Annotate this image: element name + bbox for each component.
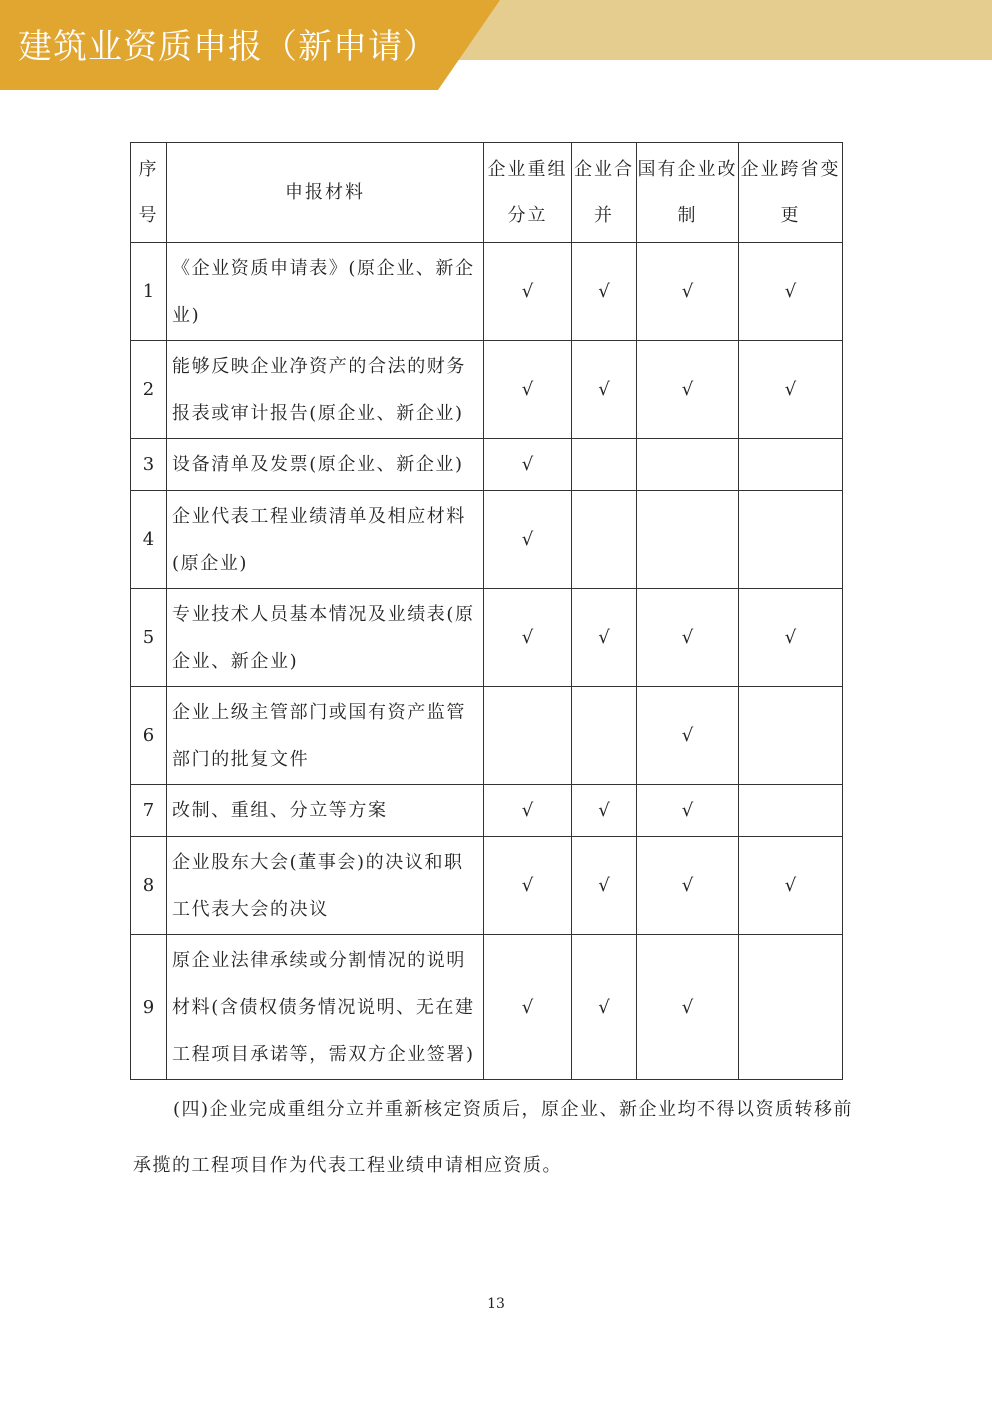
page-header-title: 建筑业资质申报（新申请） <box>18 27 438 67</box>
row-material: 改制、重组、分立等方案 <box>167 785 484 837</box>
check-mark-icon: √ <box>784 379 797 400</box>
check-mark-icon: √ <box>681 996 694 1018</box>
check-cell <box>572 785 637 837</box>
row-number: 2 <box>131 341 167 439</box>
check-cell <box>739 785 843 837</box>
check-mark-icon: √ <box>598 281 610 302</box>
table-row <box>131 439 843 491</box>
row-material: 《企业资质申请表》(原企业、新企业) <box>167 243 484 341</box>
check-cell <box>572 341 637 439</box>
check-cell <box>572 491 637 589</box>
row-number: 3 <box>131 439 167 491</box>
check-cell <box>739 491 843 589</box>
table-row <box>131 935 843 1080</box>
table-row <box>131 785 843 837</box>
check-cell <box>637 589 739 687</box>
header-material: 申报材料 <box>167 143 484 243</box>
row-material: 原企业法律承续或分割情况的说明材料(含债权债务情况说明、无在建工程项目承诺等，需双方企业签署) <box>167 935 484 1080</box>
row-number: 1 <box>131 243 167 341</box>
check-mark-icon: √ <box>521 379 534 400</box>
check-cell <box>484 837 572 935</box>
header-cross-province: 企业跨省变更 <box>739 143 843 243</box>
check-mark-icon: √ <box>521 627 534 648</box>
check-cell <box>572 837 637 935</box>
table-row <box>131 837 843 935</box>
check-cell <box>739 439 843 491</box>
row-material: 能够反映企业净资产的合法的财务报表或审计报告(原企业、新企业) <box>167 341 484 439</box>
table-row <box>131 341 843 439</box>
check-cell <box>637 785 739 837</box>
check-cell <box>637 341 739 439</box>
check-cell <box>739 589 843 687</box>
check-cell <box>484 491 572 589</box>
check-cell <box>739 341 843 439</box>
row-number: 7 <box>131 785 167 837</box>
check-cell <box>572 935 637 1080</box>
check-mark-icon: √ <box>598 996 610 1018</box>
row-material: 企业上级主管部门或国有资产监管部门的批复文件 <box>167 687 484 785</box>
check-cell <box>484 589 572 687</box>
check-cell <box>637 935 739 1080</box>
check-cell <box>739 687 843 785</box>
check-mark-icon: √ <box>521 875 534 896</box>
check-cell <box>637 243 739 341</box>
table-row <box>131 687 843 785</box>
check-mark-icon: √ <box>598 875 610 896</box>
check-mark-icon: √ <box>784 627 797 648</box>
check-mark-icon: √ <box>521 800 534 821</box>
row-material: 设备清单及发票(原企业、新企业) <box>167 439 484 491</box>
check-mark-icon: √ <box>521 454 534 475</box>
check-cell <box>739 837 843 935</box>
check-cell <box>637 687 739 785</box>
check-mark-icon: √ <box>521 529 534 550</box>
row-number: 6 <box>131 687 167 785</box>
check-cell <box>484 341 572 439</box>
row-material: 企业代表工程业绩清单及相应材料(原企业) <box>167 491 484 589</box>
row-number: 5 <box>131 589 167 687</box>
check-cell <box>484 439 572 491</box>
table-header-row <box>131 143 843 243</box>
check-mark-icon: √ <box>681 281 694 302</box>
table-row <box>131 589 843 687</box>
check-cell <box>637 439 739 491</box>
row-number: 9 <box>131 935 167 1080</box>
row-material: 企业股东大会(董事会)的决议和职工代表大会的决议 <box>167 837 484 935</box>
check-mark-icon: √ <box>598 627 610 648</box>
header-merger: 企业合并 <box>572 143 637 243</box>
check-cell <box>637 837 739 935</box>
check-cell <box>637 491 739 589</box>
header-soe-restructure: 国有企业改制 <box>637 143 739 243</box>
check-mark-icon: √ <box>681 875 694 896</box>
materials-table <box>130 142 843 1080</box>
check-cell <box>572 439 637 491</box>
check-mark-icon: √ <box>598 379 610 400</box>
check-cell <box>484 243 572 341</box>
check-cell <box>484 687 572 785</box>
row-number: 4 <box>131 491 167 589</box>
row-material: 专业技术人员基本情况及业绩表(原企业、新企业) <box>167 589 484 687</box>
materials-table-body <box>131 143 843 1080</box>
check-cell <box>739 935 843 1080</box>
check-mark-icon: √ <box>681 725 694 746</box>
header-seq: 序号 <box>131 143 167 243</box>
header-band-light <box>430 0 992 60</box>
check-mark-icon: √ <box>681 627 694 648</box>
check-cell <box>572 243 637 341</box>
check-cell <box>484 785 572 837</box>
check-mark-icon: √ <box>681 800 694 821</box>
check-mark-icon: √ <box>521 281 534 302</box>
check-mark-icon: √ <box>521 996 534 1018</box>
note-paragraph: (四)企业完成重组分立并重新核定资质后，原企业、新企业均不得以资质转移前承揽的工程项目作为代表工程业绩申请相应资质。 <box>133 1099 854 1176</box>
check-cell <box>739 243 843 341</box>
row-number: 8 <box>131 837 167 935</box>
check-mark-icon: √ <box>598 800 610 821</box>
header-reorg-split: 企业重组分立 <box>484 143 572 243</box>
page-number: 13 <box>487 1296 505 1312</box>
check-mark-icon: √ <box>784 281 797 302</box>
table-row <box>131 243 843 341</box>
check-mark-icon: √ <box>681 379 694 400</box>
table-row <box>131 491 843 589</box>
check-cell <box>484 935 572 1080</box>
check-mark-icon: √ <box>784 875 797 896</box>
check-cell <box>572 687 637 785</box>
check-cell <box>572 589 637 687</box>
